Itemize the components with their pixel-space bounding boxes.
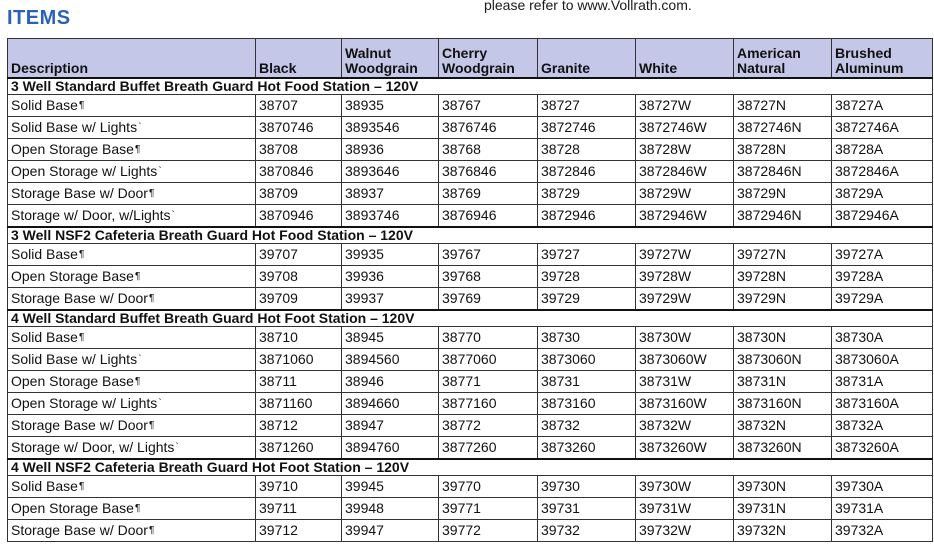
col-header-white: White xyxy=(636,39,734,79)
item-number-cell: 39945 xyxy=(342,476,439,498)
description-text: Solid Base xyxy=(11,97,78,113)
description-cell xyxy=(8,266,256,288)
table-row xyxy=(8,476,933,498)
footnote-mark: ¶ xyxy=(134,503,141,514)
col-header-brushed-aluminum: Brushed Aluminum xyxy=(832,39,933,79)
item-number-cell: 3894560 xyxy=(342,349,439,371)
item-number-cell: 38729W xyxy=(636,183,734,205)
item-number-cell: 38946 xyxy=(342,371,439,393)
footnote-mark: ¶ xyxy=(78,332,85,343)
description-cell xyxy=(8,393,256,415)
item-number-cell: 39730W xyxy=(636,476,734,498)
item-number-cell: 38708 xyxy=(256,139,342,161)
item-number-cell: 3873160 xyxy=(538,393,636,415)
item-number-cell: 39730N xyxy=(734,476,832,498)
item-number-cell: 3893546 xyxy=(342,117,439,139)
table-row xyxy=(8,244,933,266)
description-text: Open Storage w/ Lights xyxy=(11,395,158,411)
footnote-mark: ¶ xyxy=(78,481,85,492)
footnote-mark: ¶ xyxy=(134,271,141,282)
footnote-mark: ¶ xyxy=(78,249,85,260)
item-number-cell: 38730N xyxy=(734,327,832,349)
item-number-cell: 3870946 xyxy=(256,205,342,228)
group-title: 4 Well NSF2 Cafeteria Breath Guard Hot Foot Station – 120V xyxy=(8,459,933,476)
item-number-cell: 39771 xyxy=(439,498,538,520)
description-text: Solid Base xyxy=(11,329,78,345)
item-number-cell: 38731W xyxy=(636,371,734,393)
description-text: Storage Base w/ Door xyxy=(11,290,148,306)
footnote-mark: ¶ xyxy=(134,376,141,387)
table-row xyxy=(8,288,933,311)
footnote-mark: ¶ xyxy=(148,525,155,536)
description-text: Open Storage Base xyxy=(11,268,134,284)
item-number-cell: 39727W xyxy=(636,244,734,266)
item-number-cell: 3872946N xyxy=(734,205,832,228)
item-number-cell: 3873060 xyxy=(538,349,636,371)
item-number-cell: 3872846W xyxy=(636,161,734,183)
item-number-cell: 38732N xyxy=(734,415,832,437)
description-text: Open Storage Base xyxy=(11,373,134,389)
group-title: 3 Well Standard Buffet Breath Guard Hot Food Station – 120V xyxy=(8,78,933,95)
description-text: Storage Base w/ Door xyxy=(11,417,148,433)
description-cell xyxy=(8,371,256,393)
item-number-cell: 38731 xyxy=(538,371,636,393)
item-number-cell: 3873160W xyxy=(636,393,734,415)
table-row xyxy=(8,327,933,349)
item-number-cell: 3873260A xyxy=(832,437,933,460)
description-cell xyxy=(8,437,256,460)
col-header-american-natural: American Natural xyxy=(734,39,832,79)
item-number-cell: 38729N xyxy=(734,183,832,205)
group-header-row xyxy=(8,310,933,327)
item-number-cell: 39732A xyxy=(832,520,933,542)
item-number-cell: 38730 xyxy=(538,327,636,349)
col-header-description: Description xyxy=(8,39,256,79)
item-number-cell: 38711 xyxy=(256,371,342,393)
group-title: 4 Well Standard Buffet Breath Guard Hot Foot Station – 120V xyxy=(8,310,933,327)
description-text: Open Storage Base xyxy=(11,141,134,157)
item-number-cell: 3872946W xyxy=(636,205,734,228)
description-text: Storage w/ Door, w/Lights xyxy=(11,207,171,223)
item-number-cell: 38728A xyxy=(832,139,933,161)
item-number-cell: 38945 xyxy=(342,327,439,349)
item-number-cell: 3873260N xyxy=(734,437,832,460)
description-cell xyxy=(8,117,256,139)
footnote-mark: ` xyxy=(175,442,179,453)
item-number-cell: 39947 xyxy=(342,520,439,542)
item-number-cell: 39728A xyxy=(832,266,933,288)
description-cell xyxy=(8,205,256,228)
description-cell xyxy=(8,288,256,311)
description-cell xyxy=(8,520,256,542)
item-number-cell: 39768 xyxy=(439,266,538,288)
table-row xyxy=(8,205,933,228)
item-number-cell: 3872946A xyxy=(832,205,933,228)
item-number-cell: 3877260 xyxy=(439,437,538,460)
item-number-cell: 39770 xyxy=(439,476,538,498)
item-number-cell: 39711 xyxy=(256,498,342,520)
website-note: please refer to www.Vollrath.com. xyxy=(484,0,692,13)
description-text: Open Storage w/ Lights xyxy=(11,163,158,179)
item-number-cell: 39732W xyxy=(636,520,734,542)
description-text: Solid Base xyxy=(11,246,78,262)
item-number-cell: 3872746A xyxy=(832,117,933,139)
item-number-cell: 39709 xyxy=(256,288,342,311)
table-row xyxy=(8,139,933,161)
table-row xyxy=(8,371,933,393)
item-number-cell: 39728 xyxy=(538,266,636,288)
footnote-mark: ¶ xyxy=(134,144,141,155)
col-header-walnut-woodgrain: Walnut Woodgrain xyxy=(342,39,439,79)
table-row xyxy=(8,437,933,460)
item-number-cell: 39772 xyxy=(439,520,538,542)
item-number-cell: 38727 xyxy=(538,95,636,117)
col-header-black: Black xyxy=(256,39,342,79)
table-header-row xyxy=(8,39,933,79)
description-cell xyxy=(8,327,256,349)
description-cell xyxy=(8,183,256,205)
item-number-cell: 3877160 xyxy=(439,393,538,415)
table-row xyxy=(8,95,933,117)
description-cell xyxy=(8,244,256,266)
item-number-cell: 39948 xyxy=(342,498,439,520)
footnote-mark: ` xyxy=(158,398,162,409)
description-text: Storage Base w/ Door xyxy=(11,185,148,201)
group-header-row xyxy=(8,78,933,95)
item-number-cell: 38707 xyxy=(256,95,342,117)
item-number-cell: 39732 xyxy=(538,520,636,542)
item-number-cell: 39769 xyxy=(439,288,538,311)
item-number-cell: 38728W xyxy=(636,139,734,161)
item-number-cell: 39728W xyxy=(636,266,734,288)
item-number-cell: 3873160A xyxy=(832,393,933,415)
item-number-cell: 38732W xyxy=(636,415,734,437)
items-table xyxy=(7,38,933,542)
description-cell xyxy=(8,139,256,161)
item-number-cell: 38767 xyxy=(439,95,538,117)
description-text: Solid Base w/ Lights xyxy=(11,351,138,367)
item-number-cell: 39935 xyxy=(342,244,439,266)
item-number-cell: 38728 xyxy=(538,139,636,161)
item-number-cell: 39730A xyxy=(832,476,933,498)
footnote-mark: ¶ xyxy=(78,100,85,111)
description-text: Storage w/ Door, w/ Lights xyxy=(11,439,175,455)
item-number-cell: 38709 xyxy=(256,183,342,205)
footnote-mark: ` xyxy=(171,210,175,221)
item-number-cell: 39729W xyxy=(636,288,734,311)
col-header-granite: Granite xyxy=(538,39,636,79)
item-number-cell: 39936 xyxy=(342,266,439,288)
item-number-cell: 38712 xyxy=(256,415,342,437)
item-number-cell: 39731N xyxy=(734,498,832,520)
item-number-cell: 38730W xyxy=(636,327,734,349)
item-number-cell: 39730 xyxy=(538,476,636,498)
table-row xyxy=(8,266,933,288)
item-number-cell: 38772 xyxy=(439,415,538,437)
item-number-cell: 3873160N xyxy=(734,393,832,415)
item-number-cell: 3876746 xyxy=(439,117,538,139)
item-number-cell: 38730A xyxy=(832,327,933,349)
item-number-cell: 39731 xyxy=(538,498,636,520)
item-number-cell: 39727A xyxy=(832,244,933,266)
item-number-cell: 38731N xyxy=(734,371,832,393)
item-number-cell: 38727N xyxy=(734,95,832,117)
item-number-cell: 3870746 xyxy=(256,117,342,139)
item-number-cell: 39727 xyxy=(538,244,636,266)
item-number-cell: 38727A xyxy=(832,95,933,117)
group-title: 3 Well NSF2 Cafeteria Breath Guard Hot Food Station – 120V xyxy=(8,227,933,244)
item-number-cell: 38768 xyxy=(439,139,538,161)
item-number-cell: 3877060 xyxy=(439,349,538,371)
item-number-cell: 3876846 xyxy=(439,161,538,183)
item-number-cell: 39729 xyxy=(538,288,636,311)
item-number-cell: 38732 xyxy=(538,415,636,437)
item-number-cell: 3873260W xyxy=(636,437,734,460)
description-text: Open Storage Base xyxy=(11,500,134,516)
item-number-cell: 3871260 xyxy=(256,437,342,460)
table-row xyxy=(8,415,933,437)
item-number-cell: 39728N xyxy=(734,266,832,288)
item-number-cell: 39727N xyxy=(734,244,832,266)
group-header-row xyxy=(8,459,933,476)
description-text: Solid Base xyxy=(11,478,78,494)
table-row xyxy=(8,498,933,520)
col-header-cherry-woodgrain: Cherry Woodgrain xyxy=(439,39,538,79)
description-cell xyxy=(8,498,256,520)
table-row xyxy=(8,183,933,205)
table-row xyxy=(8,117,933,139)
item-number-cell: 39731W xyxy=(636,498,734,520)
item-number-cell: 3872846A xyxy=(832,161,933,183)
item-number-cell: 39729N xyxy=(734,288,832,311)
item-number-cell: 39729A xyxy=(832,288,933,311)
item-number-cell: 3873060W xyxy=(636,349,734,371)
table-row xyxy=(8,161,933,183)
item-number-cell: 38731A xyxy=(832,371,933,393)
table-row xyxy=(8,393,933,415)
table-row xyxy=(8,349,933,371)
table-row xyxy=(8,520,933,542)
item-number-cell: 38771 xyxy=(439,371,538,393)
item-number-cell: 39710 xyxy=(256,476,342,498)
item-number-cell: 3876946 xyxy=(439,205,538,228)
item-number-cell: 39708 xyxy=(256,266,342,288)
item-number-cell: 39937 xyxy=(342,288,439,311)
item-number-cell: 3872746W xyxy=(636,117,734,139)
description-cell xyxy=(8,161,256,183)
item-number-cell: 39767 xyxy=(439,244,538,266)
description-text: Storage Base w/ Door xyxy=(11,522,148,538)
item-number-cell: 38729A xyxy=(832,183,933,205)
footnote-mark: ¶ xyxy=(148,188,155,199)
item-number-cell: 38937 xyxy=(342,183,439,205)
section-heading: ITEMS xyxy=(7,7,71,29)
item-number-cell: 3871060 xyxy=(256,349,342,371)
item-number-cell: 3870846 xyxy=(256,161,342,183)
description-cell xyxy=(8,476,256,498)
item-number-cell: 3872746N xyxy=(734,117,832,139)
item-number-cell: 38947 xyxy=(342,415,439,437)
item-number-cell: 3872846N xyxy=(734,161,832,183)
table-body xyxy=(8,78,933,542)
item-number-cell: 38727W xyxy=(636,95,734,117)
item-number-cell: 3873060A xyxy=(832,349,933,371)
item-number-cell: 3872846 xyxy=(538,161,636,183)
description-cell xyxy=(8,349,256,371)
item-number-cell: 39731A xyxy=(832,498,933,520)
footnote-mark: ` xyxy=(138,122,142,133)
item-number-cell: 3872746 xyxy=(538,117,636,139)
item-number-cell: 38770 xyxy=(439,327,538,349)
item-number-cell: 3872946 xyxy=(538,205,636,228)
item-number-cell: 3893746 xyxy=(342,205,439,228)
item-number-cell: 38769 xyxy=(439,183,538,205)
item-number-cell: 38729 xyxy=(538,183,636,205)
description-text: Solid Base w/ Lights xyxy=(11,119,138,135)
footnote-mark: ¶ xyxy=(148,293,155,304)
item-number-cell: 38728N xyxy=(734,139,832,161)
footnote-mark: ¶ xyxy=(148,420,155,431)
item-number-cell: 38732A xyxy=(832,415,933,437)
item-number-cell: 3893646 xyxy=(342,161,439,183)
item-number-cell: 38936 xyxy=(342,139,439,161)
item-number-cell: 39707 xyxy=(256,244,342,266)
description-cell xyxy=(8,415,256,437)
item-number-cell: 38710 xyxy=(256,327,342,349)
item-number-cell: 39712 xyxy=(256,520,342,542)
footnote-mark: ` xyxy=(138,354,142,365)
item-number-cell: 3894660 xyxy=(342,393,439,415)
item-number-cell: 39732N xyxy=(734,520,832,542)
item-number-cell: 3873260 xyxy=(538,437,636,460)
item-number-cell: 3873060N xyxy=(734,349,832,371)
group-header-row xyxy=(8,227,933,244)
item-number-cell: 38935 xyxy=(342,95,439,117)
item-number-cell: 3894760 xyxy=(342,437,439,460)
item-number-cell: 3871160 xyxy=(256,393,342,415)
description-cell xyxy=(8,95,256,117)
footnote-mark: ` xyxy=(158,166,162,177)
